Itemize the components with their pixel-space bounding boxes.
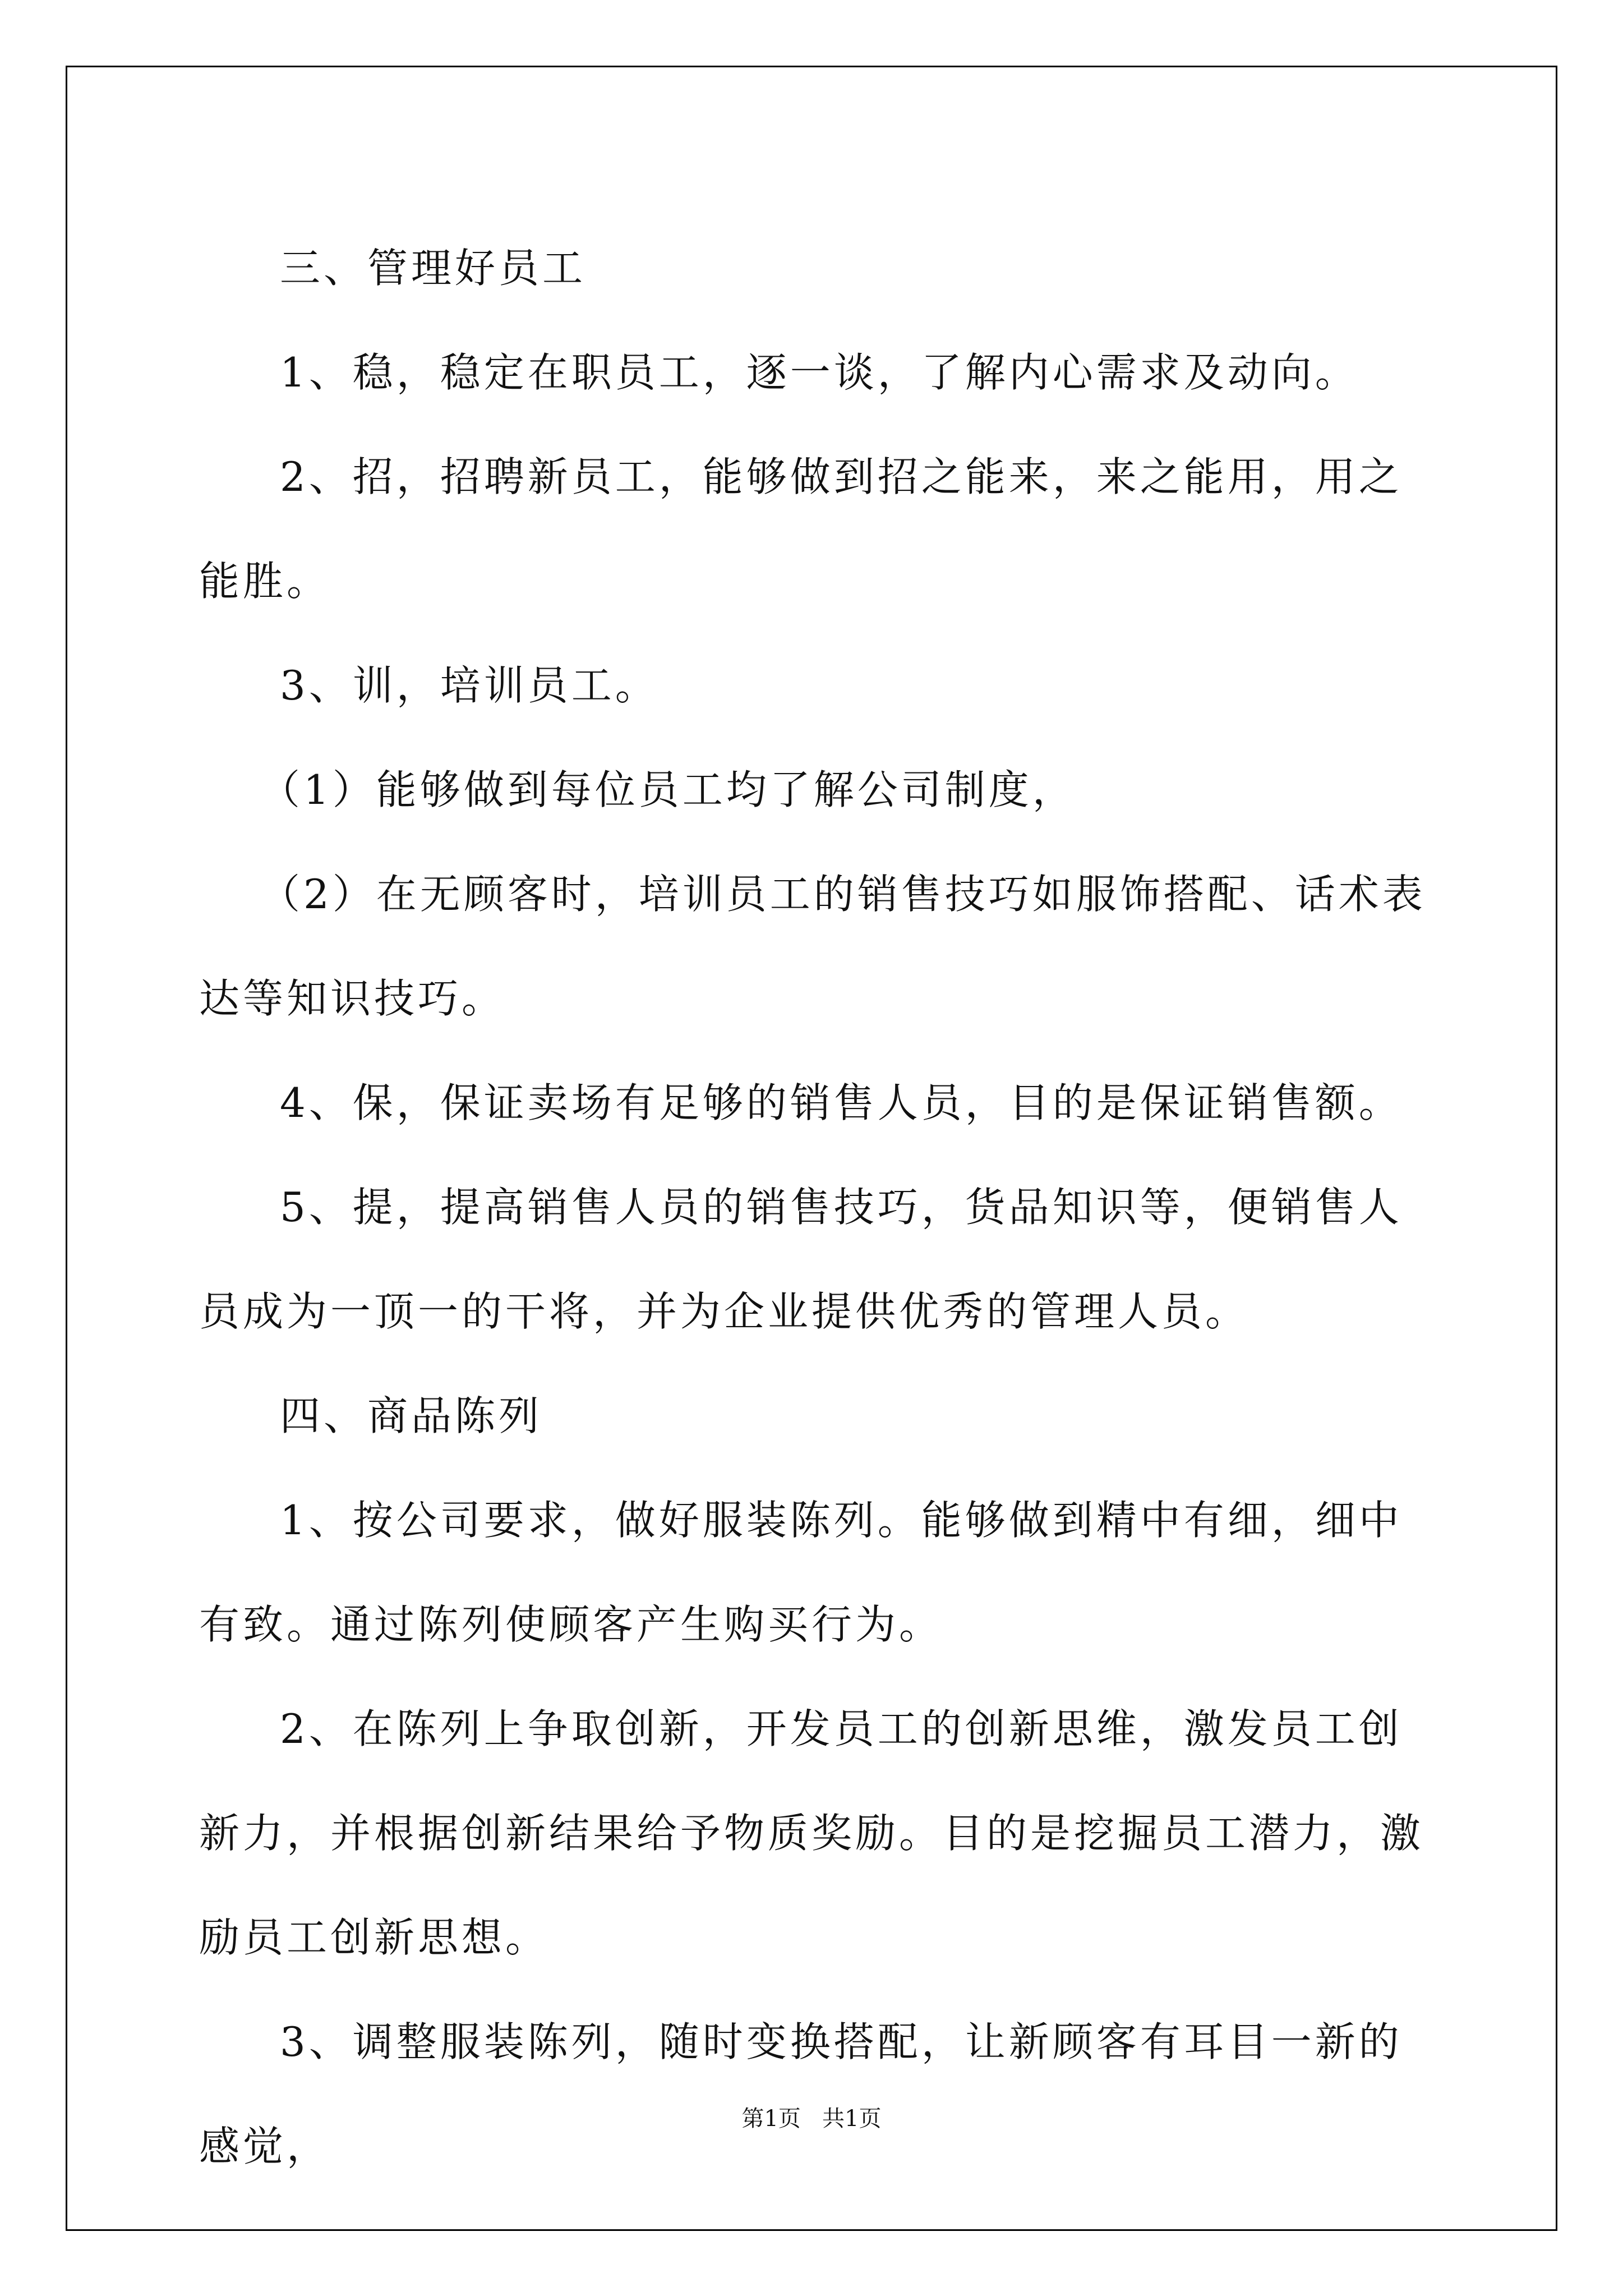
page-footer: 第1页 共1页	[741, 2106, 882, 2132]
section-heading-manage-staff: 三、管理好员工	[280, 245, 587, 292]
sub-list-item: （2）在无顾客时，培训员工的销售技巧如服饰搭配、话术表达等知识技巧。	[199, 871, 1426, 1022]
section-heading-merchandise-display: 四、商品陈列	[280, 1392, 543, 1439]
list-item: 1、稳，稳定在职员工，逐一谈，了解内心需求及动向。	[280, 349, 1359, 396]
sub-list-item: （1）能够做到每位员工均了解公司制度，	[260, 766, 1076, 813]
list-item: 5、提，提高销售人员的销售技巧，货品知识等，便销售人员成为一顶一的干将，并为企业提供优秀的管理人员。	[199, 1184, 1403, 1335]
list-item: 2、在陈列上争取创新，开发员工的创新思维，激发员工创新力，并根据创新结果给予物质奖励。目的是挖掘员工潜力，激励员工创新思想。	[199, 1705, 1424, 1961]
document-body	[199, 216, 1433, 2198]
list-item: 3、调整服装陈列，随时变换搭配，让新顾客有耳目一新的感觉，	[199, 2018, 1403, 2170]
list-item: 2、招，招聘新员工，能够做到招之能来，来之能用，用之能胜。	[199, 453, 1403, 605]
list-item: 3、训，培训员工。	[280, 662, 659, 709]
list-item: 4、保，保证卖场有足够的销售人员，目的是保证销售额。	[280, 1079, 1403, 1126]
list-item: 1、按公司要求，做好服装陈列。能够做到精中有细，细中有致。通过陈列使顾客产生购买行为。	[199, 1497, 1403, 1648]
